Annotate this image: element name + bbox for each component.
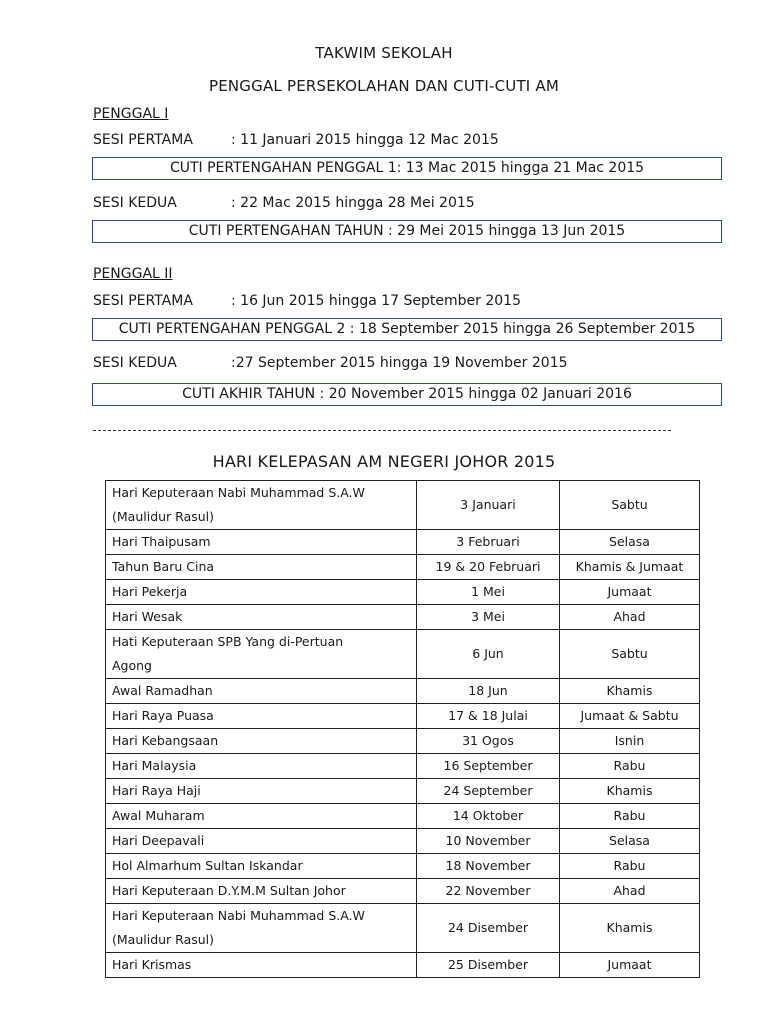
holiday-name: Hari Raya Haji <box>112 783 201 798</box>
holiday-name-cell <box>106 679 417 704</box>
holiday-row <box>106 953 700 978</box>
holiday-row <box>106 630 700 679</box>
holiday-name: Hati Keputeraan SPB Yang di-Pertuan <box>112 634 344 649</box>
sesi-value: : 16 Jun 2015 hingga 17 September 2015 <box>231 293 522 309</box>
holiday-row <box>106 481 700 530</box>
holiday-name-cell <box>106 605 417 630</box>
holiday-row <box>106 530 700 555</box>
holiday-name: Awal Ramadhan <box>112 683 213 698</box>
holiday-day: Rabu <box>560 804 700 829</box>
holiday-date: 24 September <box>417 779 560 804</box>
penggal-2-sesi-1 <box>93 293 521 309</box>
holiday-name: Hari Keputeraan D.Y.M.M Sultan Johor <box>112 883 346 898</box>
holiday-date: 31 Ogos <box>417 729 560 754</box>
holiday-name-cell <box>106 555 417 580</box>
holiday-day: Selasa <box>560 530 700 555</box>
holiday-row <box>106 804 700 829</box>
holiday-name: Hari Deepavali <box>112 833 205 848</box>
holiday-name: Hari Pekerja <box>112 584 188 599</box>
sesi-label: SESI KEDUA <box>93 195 177 211</box>
holiday-day: Khamis & Jumaat <box>560 555 700 580</box>
holiday-row <box>106 605 700 630</box>
holiday-date: 18 November <box>417 854 560 879</box>
holiday-name-cell <box>106 879 417 904</box>
holiday-date: 24 Disember <box>417 904 560 953</box>
holiday-row <box>106 679 700 704</box>
holiday-name-cell <box>106 704 417 729</box>
dashed-separator <box>93 430 671 431</box>
holiday-name: Hari Kebangsaan <box>112 733 219 748</box>
holiday-day: Selasa <box>560 829 700 854</box>
holiday-name: Hari Krismas <box>112 957 192 972</box>
cuti-pertengahan-penggal-2-box: CUTI PERTENGAHAN PENGGAL 2 : 18 September 2015 hingga 26 September 2015 <box>92 318 722 341</box>
holiday-name: Awal Muharam <box>112 808 205 823</box>
holiday-name: Tahun Baru Cina <box>112 559 215 574</box>
holiday-name-cell <box>106 580 417 605</box>
document-title: TAKWIM SEKOLAH <box>315 44 453 62</box>
holiday-date: 1 Mei <box>417 580 560 605</box>
holiday-date: 3 Januari <box>417 481 560 530</box>
sesi-label: SESI PERTAMA <box>93 293 193 309</box>
holiday-row <box>106 904 700 953</box>
holiday-name-cell <box>106 530 417 555</box>
holiday-row <box>106 879 700 904</box>
holiday-date: 18 Jun <box>417 679 560 704</box>
holiday-row <box>106 854 700 879</box>
penggal-1-sesi-1 <box>93 132 499 148</box>
holiday-name-continued: Agong <box>112 658 152 673</box>
holiday-table-title: HARI KELEPASAN AM NEGERI JOHOR 2015 <box>212 452 556 471</box>
holiday-day: Sabtu <box>560 630 700 679</box>
sesi-value: :27 September 2015 hingga 19 November 2015 <box>231 355 568 371</box>
penggal-2-heading: PENGGAL II <box>93 266 173 282</box>
holiday-row <box>106 779 700 804</box>
sesi-label: SESI PERTAMA <box>93 132 193 148</box>
penggal-1-heading: PENGGAL I <box>93 106 169 122</box>
holiday-row <box>106 555 700 580</box>
holiday-row <box>106 829 700 854</box>
holiday-day: Ahad <box>560 879 700 904</box>
holiday-date: 22 November <box>417 879 560 904</box>
holiday-name-cell <box>106 804 417 829</box>
holiday-row <box>106 754 700 779</box>
cuti-pertengahan-penggal-1-box: CUTI PERTENGAHAN PENGGAL 1: 13 Mac 2015 hingga 21 Mac 2015 <box>92 157 722 180</box>
holiday-name-cell <box>106 779 417 804</box>
holiday-date: 3 Mei <box>417 605 560 630</box>
holiday-name-cell <box>106 904 417 953</box>
cuti-akhir-tahun-box: CUTI AKHIR TAHUN : 20 November 2015 hingga 02 Januari 2016 <box>92 383 722 406</box>
penggal-2-sesi-2 <box>93 355 568 371</box>
document-subtitle: PENGGAL PERSEKOLAHAN DAN CUTI-CUTI AM <box>208 77 560 95</box>
holiday-date: 19 & 20 Februari <box>417 555 560 580</box>
sesi-value: : 22 Mac 2015 hingga 28 Mei 2015 <box>231 195 475 211</box>
holiday-name: Hari Keputeraan Nabi Muhammad S.A.W <box>112 485 365 500</box>
holiday-day: Sabtu <box>560 481 700 530</box>
holiday-table-body <box>106 481 700 978</box>
holiday-date: 14 Oktober <box>417 804 560 829</box>
holiday-date: 3 Februari <box>417 530 560 555</box>
holiday-name-cell <box>106 953 417 978</box>
holiday-name-cell <box>106 854 417 879</box>
holiday-day: Khamis <box>560 679 700 704</box>
holiday-date: 17 & 18 Julai <box>417 704 560 729</box>
holiday-day: Jumaat <box>560 580 700 605</box>
holiday-date: 10 November <box>417 829 560 854</box>
holiday-row <box>106 580 700 605</box>
holiday-day: Rabu <box>560 854 700 879</box>
holiday-name-cell <box>106 729 417 754</box>
holiday-date: 16 September <box>417 754 560 779</box>
holiday-name-cell <box>106 754 417 779</box>
holiday-day: Jumaat <box>560 953 700 978</box>
holiday-name: Hol Almarhum Sultan Iskandar <box>112 858 303 873</box>
holiday-name-cell <box>106 481 417 530</box>
holiday-name: Hari Keputeraan Nabi Muhammad S.A.W <box>112 908 365 923</box>
holiday-name-cell <box>106 630 417 679</box>
holiday-name: Hari Raya Puasa <box>112 708 214 723</box>
holiday-name-continued: (Maulidur Rasul) <box>112 509 215 524</box>
holiday-day: Jumaat & Sabtu <box>560 704 700 729</box>
holiday-date: 6 Jun <box>417 630 560 679</box>
holiday-name: Hari Wesak <box>112 609 183 624</box>
holiday-table <box>105 480 700 978</box>
holiday-day: Khamis <box>560 779 700 804</box>
holiday-day: Ahad <box>560 605 700 630</box>
sesi-label: SESI KEDUA <box>93 355 177 371</box>
holiday-name: Hari Malaysia <box>112 758 197 773</box>
holiday-date: 25 Disember <box>417 953 560 978</box>
cuti-pertengahan-tahun-box: CUTI PERTENGAHAN TAHUN : 29 Mei 2015 hingga 13 Jun 2015 <box>92 220 722 243</box>
holiday-day: Isnin <box>560 729 700 754</box>
holiday-row <box>106 729 700 754</box>
sesi-value: : 11 Januari 2015 hingga 12 Mac 2015 <box>231 132 499 148</box>
penggal-1-sesi-2 <box>93 195 475 211</box>
holiday-row <box>106 704 700 729</box>
holiday-name-continued: (Maulidur Rasul) <box>112 932 215 947</box>
holiday-name-cell <box>106 829 417 854</box>
holiday-day: Rabu <box>560 754 700 779</box>
holiday-day: Khamis <box>560 904 700 953</box>
holiday-name: Hari Thaipusam <box>112 534 211 549</box>
